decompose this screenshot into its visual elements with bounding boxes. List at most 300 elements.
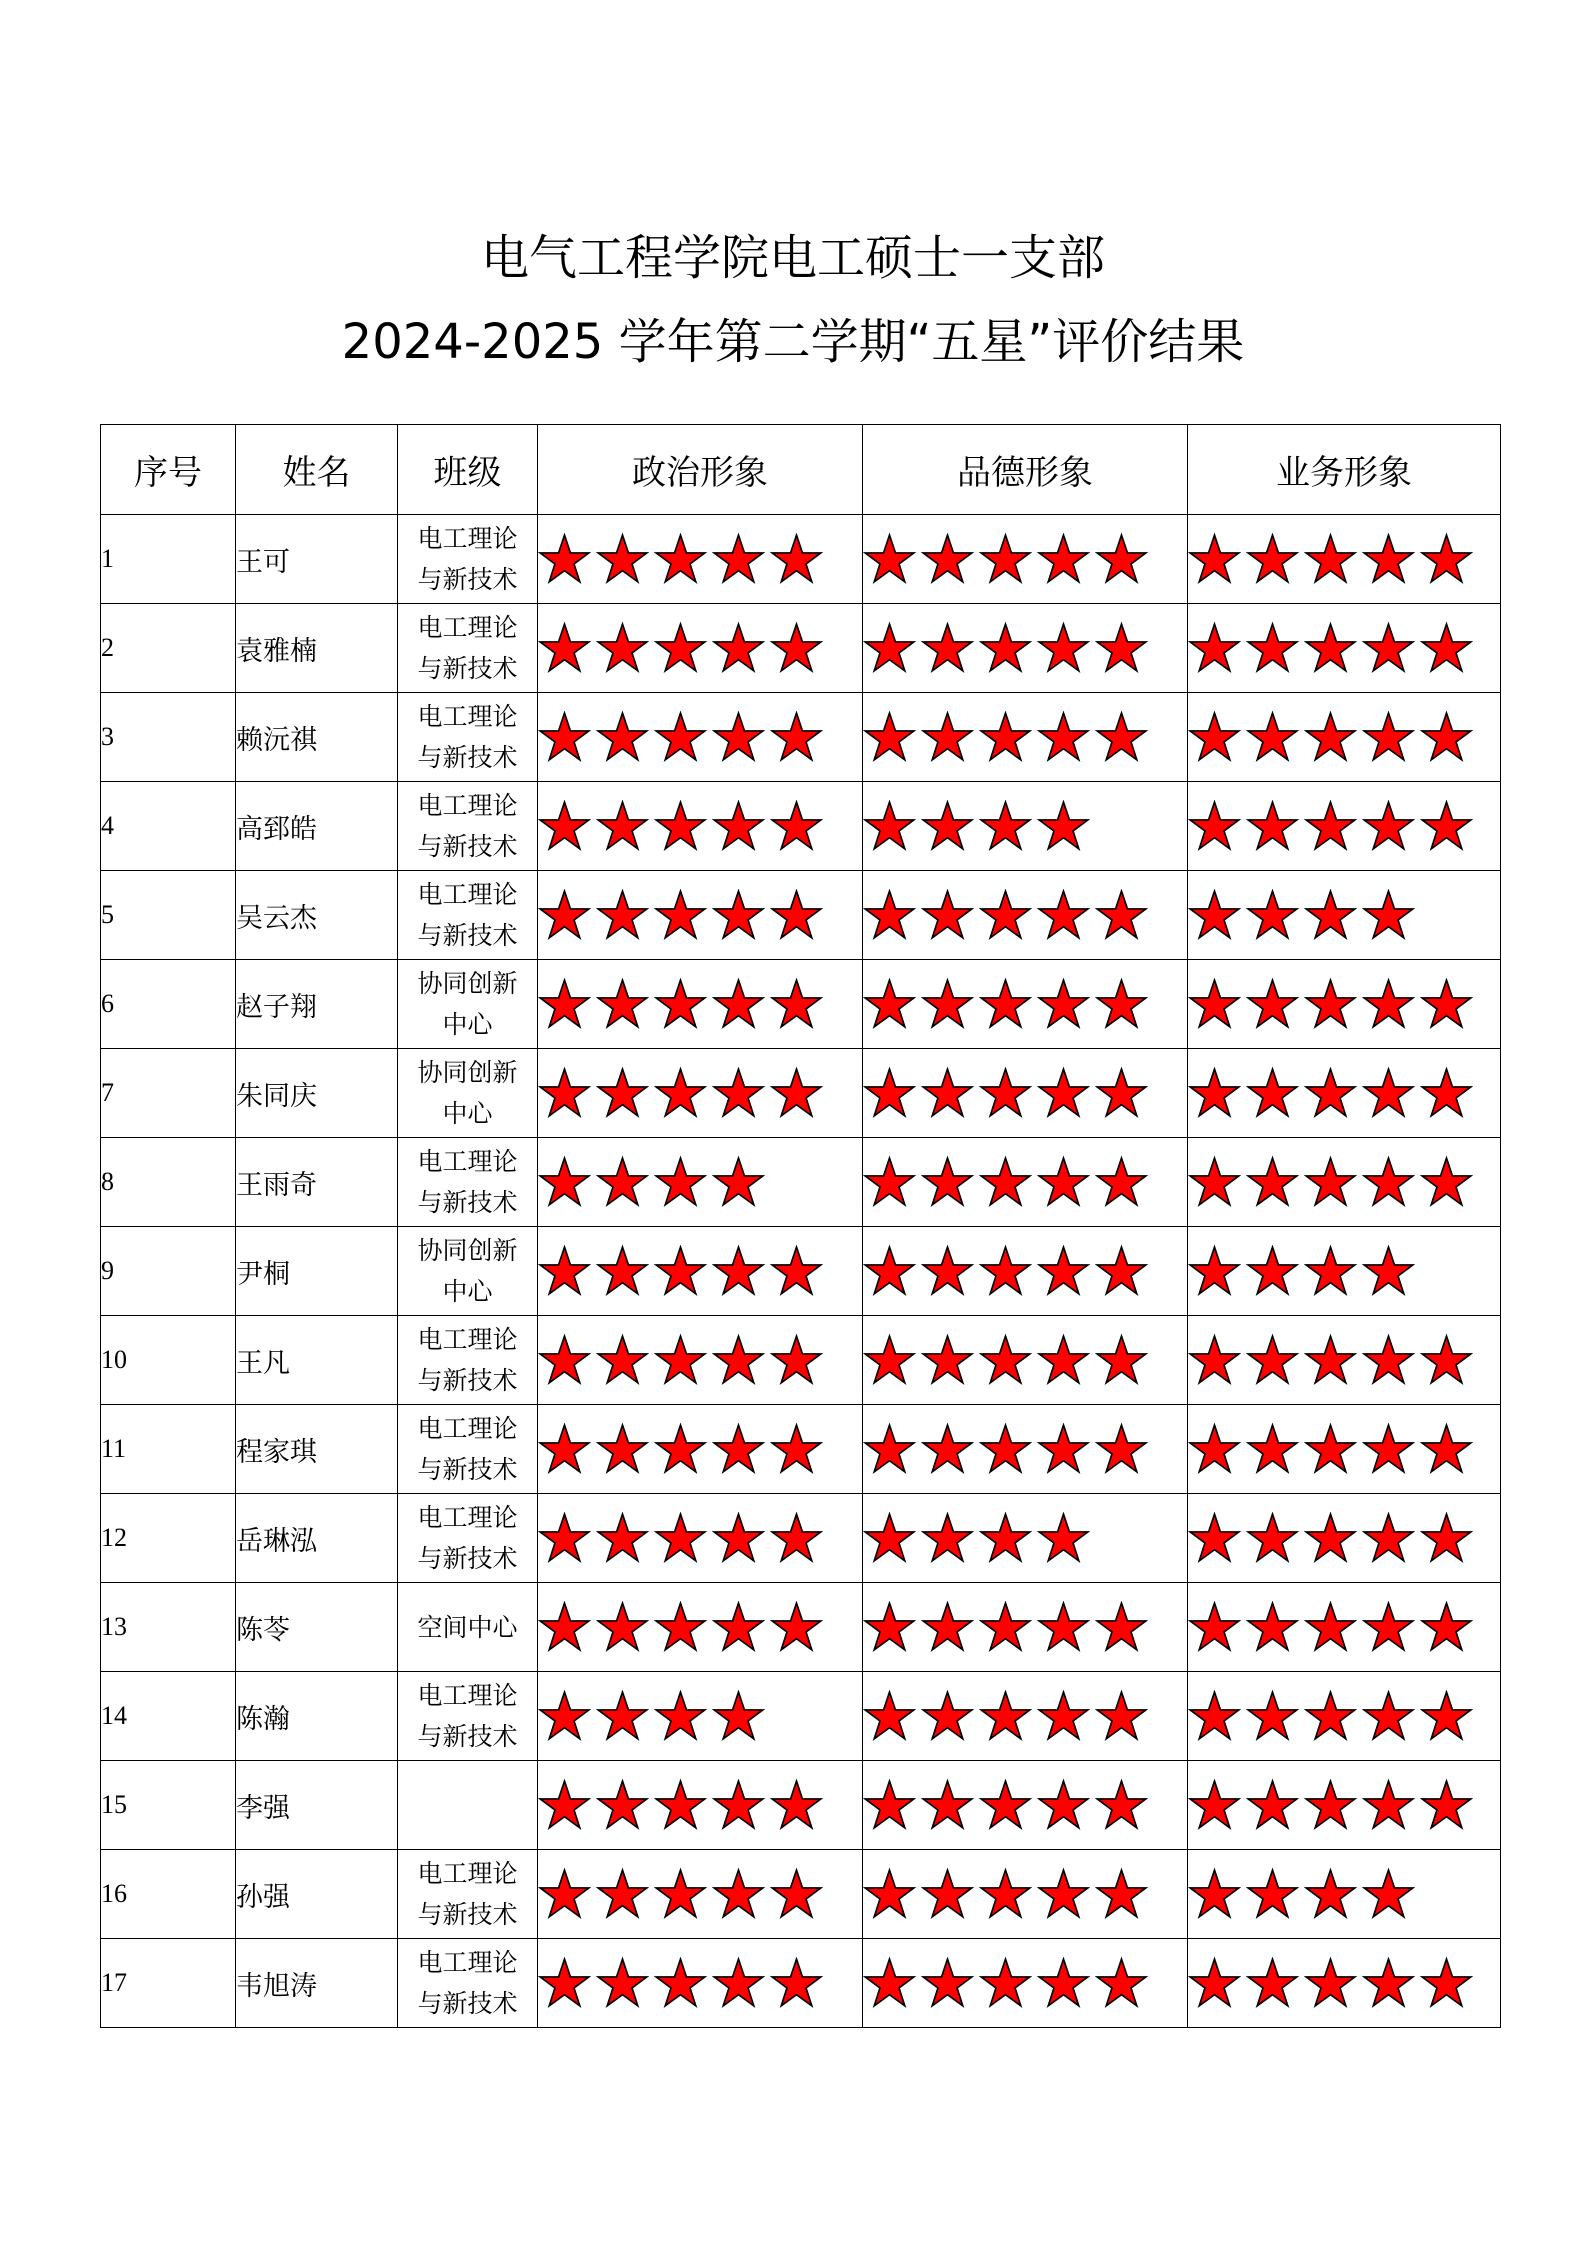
red-star-icon	[1362, 1868, 1415, 1921]
red-star-icon	[1304, 889, 1357, 942]
red-star-icon	[596, 533, 649, 586]
political-rating-cell	[538, 960, 863, 1049]
red-star-icon	[596, 889, 649, 942]
red-star-icon	[1362, 978, 1415, 1031]
moral-rating-cell	[863, 1850, 1188, 1939]
red-star-icon	[1037, 1601, 1090, 1654]
class-line-2: 与新技术	[417, 1722, 518, 1751]
red-star-icon	[712, 1423, 765, 1476]
red-star-icon	[712, 1512, 765, 1565]
red-star-icon	[1095, 1868, 1148, 1921]
moral-stars	[863, 533, 1187, 586]
business-rating-cell	[1188, 1939, 1501, 2028]
red-star-icon	[538, 1690, 591, 1743]
row-number: 3	[101, 693, 236, 782]
political-rating-cell	[538, 1672, 863, 1761]
red-star-icon	[596, 1067, 649, 1120]
table-row	[101, 693, 1501, 782]
red-star-icon	[863, 1868, 916, 1921]
class-line-2: 与新技术	[417, 832, 518, 861]
red-star-icon	[921, 622, 974, 675]
row-number: 1	[101, 515, 236, 604]
moral-rating-cell	[863, 693, 1188, 782]
class-line-1: 电工理论	[417, 1503, 518, 1532]
red-star-icon	[712, 533, 765, 586]
red-star-icon	[1362, 1779, 1415, 1832]
class-line-1: 协同创新	[417, 1058, 518, 1087]
red-star-icon	[770, 1601, 823, 1654]
column-header-moral: 品德形象	[863, 425, 1188, 515]
red-star-icon	[1188, 800, 1241, 853]
red-star-icon	[596, 1423, 649, 1476]
row-number: 15	[101, 1761, 236, 1850]
red-star-icon	[538, 622, 591, 675]
red-star-icon	[1188, 533, 1241, 586]
red-star-icon	[863, 889, 916, 942]
political-rating-cell	[538, 515, 863, 604]
political-stars	[538, 800, 862, 853]
red-star-icon	[712, 1868, 765, 1921]
political-rating-cell	[538, 1494, 863, 1583]
class-cell	[398, 1227, 538, 1316]
class-line-1: 电工理论	[417, 1859, 518, 1888]
student-name: 赖沅祺	[236, 693, 398, 782]
moral-stars	[863, 800, 1187, 853]
red-star-icon	[863, 1957, 916, 2010]
red-star-icon	[654, 978, 707, 1031]
business-rating-cell	[1188, 1227, 1501, 1316]
moral-stars	[863, 711, 1187, 764]
red-star-icon	[863, 1601, 916, 1654]
class-cell	[398, 1672, 538, 1761]
student-name: 吴云杰	[236, 871, 398, 960]
red-star-icon	[712, 711, 765, 764]
political-rating-cell	[538, 1227, 863, 1316]
class-cell	[398, 1138, 538, 1227]
red-star-icon	[538, 1601, 591, 1654]
red-star-icon	[1188, 1601, 1241, 1654]
red-star-icon	[1037, 1957, 1090, 2010]
red-star-icon	[863, 711, 916, 764]
red-star-icon	[1246, 1512, 1299, 1565]
red-star-icon	[921, 889, 974, 942]
red-star-icon	[770, 1868, 823, 1921]
red-star-icon	[1362, 1067, 1415, 1120]
red-star-icon	[654, 1690, 707, 1743]
business-rating-cell	[1188, 1761, 1501, 1850]
moral-rating-cell	[863, 515, 1188, 604]
moral-stars	[863, 1423, 1187, 1476]
business-rating-cell	[1188, 1049, 1501, 1138]
student-name: 岳琳泓	[236, 1494, 398, 1583]
table-row	[101, 604, 1501, 693]
red-star-icon	[1362, 1334, 1415, 1387]
business-stars	[1188, 533, 1500, 586]
red-star-icon	[921, 1423, 974, 1476]
political-rating-cell	[538, 1850, 863, 1939]
row-number: 13	[101, 1583, 236, 1672]
red-star-icon	[1037, 1512, 1090, 1565]
red-star-icon	[654, 1868, 707, 1921]
red-star-icon	[1095, 622, 1148, 675]
red-star-icon	[654, 622, 707, 675]
red-star-icon	[538, 1779, 591, 1832]
political-rating-cell	[538, 1316, 863, 1405]
class-line-2: 与新技术	[417, 1989, 518, 2018]
red-star-icon	[1037, 1334, 1090, 1387]
red-star-icon	[1304, 1690, 1357, 1743]
red-star-icon	[1246, 1156, 1299, 1209]
red-star-icon	[979, 1423, 1032, 1476]
red-star-icon	[863, 1067, 916, 1120]
red-star-icon	[1188, 1779, 1241, 1832]
red-star-icon	[863, 800, 916, 853]
political-stars	[538, 1601, 862, 1654]
red-star-icon	[1304, 1601, 1357, 1654]
red-star-icon	[654, 800, 707, 853]
red-star-icon	[921, 1334, 974, 1387]
red-star-icon	[1095, 711, 1148, 764]
red-star-icon	[1246, 622, 1299, 675]
red-star-icon	[1304, 1957, 1357, 2010]
red-star-icon	[1246, 1868, 1299, 1921]
column-header-business: 业务形象	[1188, 425, 1501, 515]
red-star-icon	[596, 1156, 649, 1209]
red-star-icon	[538, 978, 591, 1031]
political-stars	[538, 1067, 862, 1120]
red-star-icon	[1362, 1512, 1415, 1565]
moral-stars	[863, 1512, 1187, 1565]
class-line-1: 电工理论	[417, 1325, 518, 1354]
student-name: 朱同庆	[236, 1049, 398, 1138]
column-header-political: 政治形象	[538, 425, 863, 515]
moral-stars	[863, 1156, 1187, 1209]
red-star-icon	[1362, 1690, 1415, 1743]
political-stars	[538, 1245, 862, 1298]
red-star-icon	[1304, 1245, 1357, 1298]
red-star-icon	[654, 1156, 707, 1209]
row-number: 2	[101, 604, 236, 693]
row-number: 10	[101, 1316, 236, 1405]
red-star-icon	[1095, 1334, 1148, 1387]
political-rating-cell	[538, 693, 863, 782]
moral-rating-cell	[863, 1583, 1188, 1672]
political-stars	[538, 1156, 862, 1209]
red-star-icon	[921, 1067, 974, 1120]
class-line-1: 电工理论	[417, 880, 518, 909]
red-star-icon	[1362, 1957, 1415, 2010]
red-star-icon	[770, 622, 823, 675]
moral-stars	[863, 1245, 1187, 1298]
red-star-icon	[1037, 1423, 1090, 1476]
class-line-1: 电工理论	[417, 1681, 518, 1710]
red-star-icon	[1420, 1067, 1473, 1120]
red-star-icon	[712, 1067, 765, 1120]
red-star-icon	[921, 711, 974, 764]
student-name: 程家琪	[236, 1405, 398, 1494]
business-stars	[1188, 1067, 1500, 1120]
red-star-icon	[770, 1423, 823, 1476]
red-star-icon	[1037, 978, 1090, 1031]
table-row	[101, 871, 1501, 960]
business-rating-cell	[1188, 515, 1501, 604]
red-star-icon	[596, 1690, 649, 1743]
student-name: 高郅皓	[236, 782, 398, 871]
red-star-icon	[596, 1779, 649, 1832]
row-number: 4	[101, 782, 236, 871]
political-stars	[538, 978, 862, 1031]
red-star-icon	[538, 1156, 591, 1209]
business-stars	[1188, 1245, 1500, 1298]
moral-stars	[863, 1779, 1187, 1832]
red-star-icon	[1420, 1690, 1473, 1743]
political-rating-cell	[538, 604, 863, 693]
red-star-icon	[921, 1690, 974, 1743]
row-number: 9	[101, 1227, 236, 1316]
red-star-icon	[1246, 1067, 1299, 1120]
class-cell	[398, 693, 538, 782]
red-star-icon	[1420, 1601, 1473, 1654]
class-cell	[398, 1850, 538, 1939]
class-line-2: 与新技术	[417, 1188, 518, 1217]
moral-stars	[863, 622, 1187, 675]
red-star-icon	[1246, 800, 1299, 853]
class-line-2: 与新技术	[417, 565, 518, 594]
table-row	[101, 1049, 1501, 1138]
political-stars	[538, 1868, 862, 1921]
red-star-icon	[654, 1423, 707, 1476]
red-star-icon	[1304, 1423, 1357, 1476]
moral-rating-cell	[863, 604, 1188, 693]
red-star-icon	[863, 1334, 916, 1387]
red-star-icon	[1362, 800, 1415, 853]
red-star-icon	[863, 1512, 916, 1565]
class-cell	[398, 871, 538, 960]
red-star-icon	[654, 533, 707, 586]
red-star-icon	[770, 711, 823, 764]
red-star-icon	[979, 1957, 1032, 2010]
class-line-2: 与新技术	[417, 654, 518, 683]
table-row	[101, 1583, 1501, 1672]
political-stars	[538, 533, 862, 586]
red-star-icon	[1246, 711, 1299, 764]
red-star-icon	[1246, 533, 1299, 586]
red-star-icon	[979, 889, 1032, 942]
red-star-icon	[1037, 1067, 1090, 1120]
red-star-icon	[712, 622, 765, 675]
red-star-icon	[654, 1601, 707, 1654]
table-row	[101, 1494, 1501, 1583]
header-row	[101, 425, 1501, 515]
row-number: 14	[101, 1672, 236, 1761]
political-rating-cell	[538, 1939, 863, 2028]
red-star-icon	[596, 1245, 649, 1298]
red-star-icon	[1420, 1779, 1473, 1832]
red-star-icon	[1037, 1690, 1090, 1743]
red-star-icon	[770, 1779, 823, 1832]
row-number: 6	[101, 960, 236, 1049]
moral-stars	[863, 1957, 1187, 2010]
red-star-icon	[1095, 1779, 1148, 1832]
red-star-icon	[1304, 622, 1357, 675]
political-stars	[538, 1423, 862, 1476]
class-line-2: 与新技术	[417, 921, 518, 950]
table-body	[101, 515, 1501, 2028]
class-line-1: 电工理论	[417, 702, 518, 731]
red-star-icon	[1420, 622, 1473, 675]
business-rating-cell	[1188, 1850, 1501, 1939]
class-line-1: 电工理论	[417, 613, 518, 642]
red-star-icon	[712, 1779, 765, 1832]
moral-rating-cell	[863, 1761, 1188, 1850]
red-star-icon	[1095, 1423, 1148, 1476]
red-star-icon	[596, 1512, 649, 1565]
political-stars	[538, 1690, 862, 1743]
red-star-icon	[538, 711, 591, 764]
red-star-icon	[770, 1245, 823, 1298]
moral-rating-cell	[863, 1316, 1188, 1405]
red-star-icon	[979, 1601, 1032, 1654]
political-rating-cell	[538, 1049, 863, 1138]
red-star-icon	[654, 1067, 707, 1120]
red-star-icon	[770, 1067, 823, 1120]
red-star-icon	[979, 711, 1032, 764]
class-cell	[398, 1049, 538, 1138]
red-star-icon	[1095, 1601, 1148, 1654]
political-rating-cell	[538, 1405, 863, 1494]
red-star-icon	[654, 889, 707, 942]
red-star-icon	[863, 533, 916, 586]
red-star-icon	[1304, 1334, 1357, 1387]
red-star-icon	[1188, 711, 1241, 764]
red-star-icon	[1362, 1601, 1415, 1654]
red-star-icon	[654, 1334, 707, 1387]
red-star-icon	[538, 1868, 591, 1921]
red-star-icon	[596, 978, 649, 1031]
red-star-icon	[979, 978, 1032, 1031]
red-star-icon	[538, 1512, 591, 1565]
red-star-icon	[1246, 1779, 1299, 1832]
business-stars	[1188, 800, 1500, 853]
red-star-icon	[1188, 1245, 1241, 1298]
red-star-icon	[1420, 1334, 1473, 1387]
class-line-2: 与新技术	[417, 1544, 518, 1573]
red-star-icon	[1095, 1245, 1148, 1298]
red-star-icon	[596, 622, 649, 675]
red-star-icon	[1246, 1245, 1299, 1298]
red-star-icon	[654, 1512, 707, 1565]
student-name: 赵子翔	[236, 960, 398, 1049]
table-row	[101, 1405, 1501, 1494]
moral-stars	[863, 1067, 1187, 1120]
business-rating-cell	[1188, 693, 1501, 782]
table-row	[101, 1850, 1501, 1939]
red-star-icon	[538, 533, 591, 586]
red-star-icon	[1095, 1156, 1148, 1209]
red-star-icon	[712, 1245, 765, 1298]
red-star-icon	[1037, 889, 1090, 942]
red-star-icon	[1095, 978, 1148, 1031]
red-star-icon	[1362, 622, 1415, 675]
class-cell	[398, 1405, 538, 1494]
class-line-2: 中心	[442, 1010, 493, 1039]
red-star-icon	[1246, 978, 1299, 1031]
red-star-icon	[921, 1868, 974, 1921]
class-cell	[398, 1939, 538, 2028]
red-star-icon	[1095, 1067, 1148, 1120]
political-rating-cell	[538, 871, 863, 960]
red-star-icon	[1095, 1690, 1148, 1743]
moral-stars	[863, 1690, 1187, 1743]
red-star-icon	[538, 1245, 591, 1298]
red-star-icon	[1420, 1156, 1473, 1209]
red-star-icon	[1304, 1067, 1357, 1120]
red-star-icon	[770, 800, 823, 853]
red-star-icon	[712, 1334, 765, 1387]
red-star-icon	[921, 1779, 974, 1832]
red-star-icon	[596, 1868, 649, 1921]
table-row	[101, 1672, 1501, 1761]
business-rating-cell	[1188, 1405, 1501, 1494]
row-number: 12	[101, 1494, 236, 1583]
red-star-icon	[1420, 800, 1473, 853]
row-number: 5	[101, 871, 236, 960]
class-line-1: 协同创新	[417, 1236, 518, 1265]
red-star-icon	[1362, 889, 1415, 942]
red-star-icon	[1362, 1156, 1415, 1209]
red-star-icon	[596, 711, 649, 764]
title-line-2: 2024-2025 学年第二学期“五星”评价结果	[341, 314, 1245, 370]
red-star-icon	[1188, 622, 1241, 675]
political-stars	[538, 1779, 862, 1832]
red-star-icon	[538, 889, 591, 942]
red-star-icon	[1095, 889, 1148, 942]
red-star-icon	[979, 622, 1032, 675]
business-rating-cell	[1188, 1583, 1501, 1672]
red-star-icon	[1188, 1067, 1241, 1120]
political-stars	[538, 1334, 862, 1387]
class-line-1: 电工理论	[417, 1414, 518, 1443]
evaluation-table	[100, 424, 1501, 2028]
red-star-icon	[1362, 1245, 1415, 1298]
table-row	[101, 1227, 1501, 1316]
title-line-1: 电气工程学院电工硕士一支部	[480, 230, 1105, 286]
red-star-icon	[979, 1779, 1032, 1832]
business-rating-cell	[1188, 1138, 1501, 1227]
business-rating-cell	[1188, 604, 1501, 693]
political-stars	[538, 1512, 862, 1565]
class-cell	[398, 515, 538, 604]
student-name: 陈瀚	[236, 1672, 398, 1761]
red-star-icon	[863, 1779, 916, 1832]
class-line-1: 空间中心	[417, 1612, 518, 1642]
moral-rating-cell	[863, 782, 1188, 871]
business-stars	[1188, 1779, 1500, 1832]
business-rating-cell	[1188, 782, 1501, 871]
class-cell	[398, 1316, 538, 1405]
red-star-icon	[1095, 1957, 1148, 2010]
moral-rating-cell	[863, 1939, 1188, 2028]
red-star-icon	[654, 1245, 707, 1298]
red-star-icon	[1362, 711, 1415, 764]
political-stars	[538, 622, 862, 675]
red-star-icon	[770, 1957, 823, 2010]
red-star-icon	[1304, 800, 1357, 853]
red-star-icon	[1037, 533, 1090, 586]
red-star-icon	[770, 889, 823, 942]
red-star-icon	[712, 1690, 765, 1743]
political-rating-cell	[538, 782, 863, 871]
